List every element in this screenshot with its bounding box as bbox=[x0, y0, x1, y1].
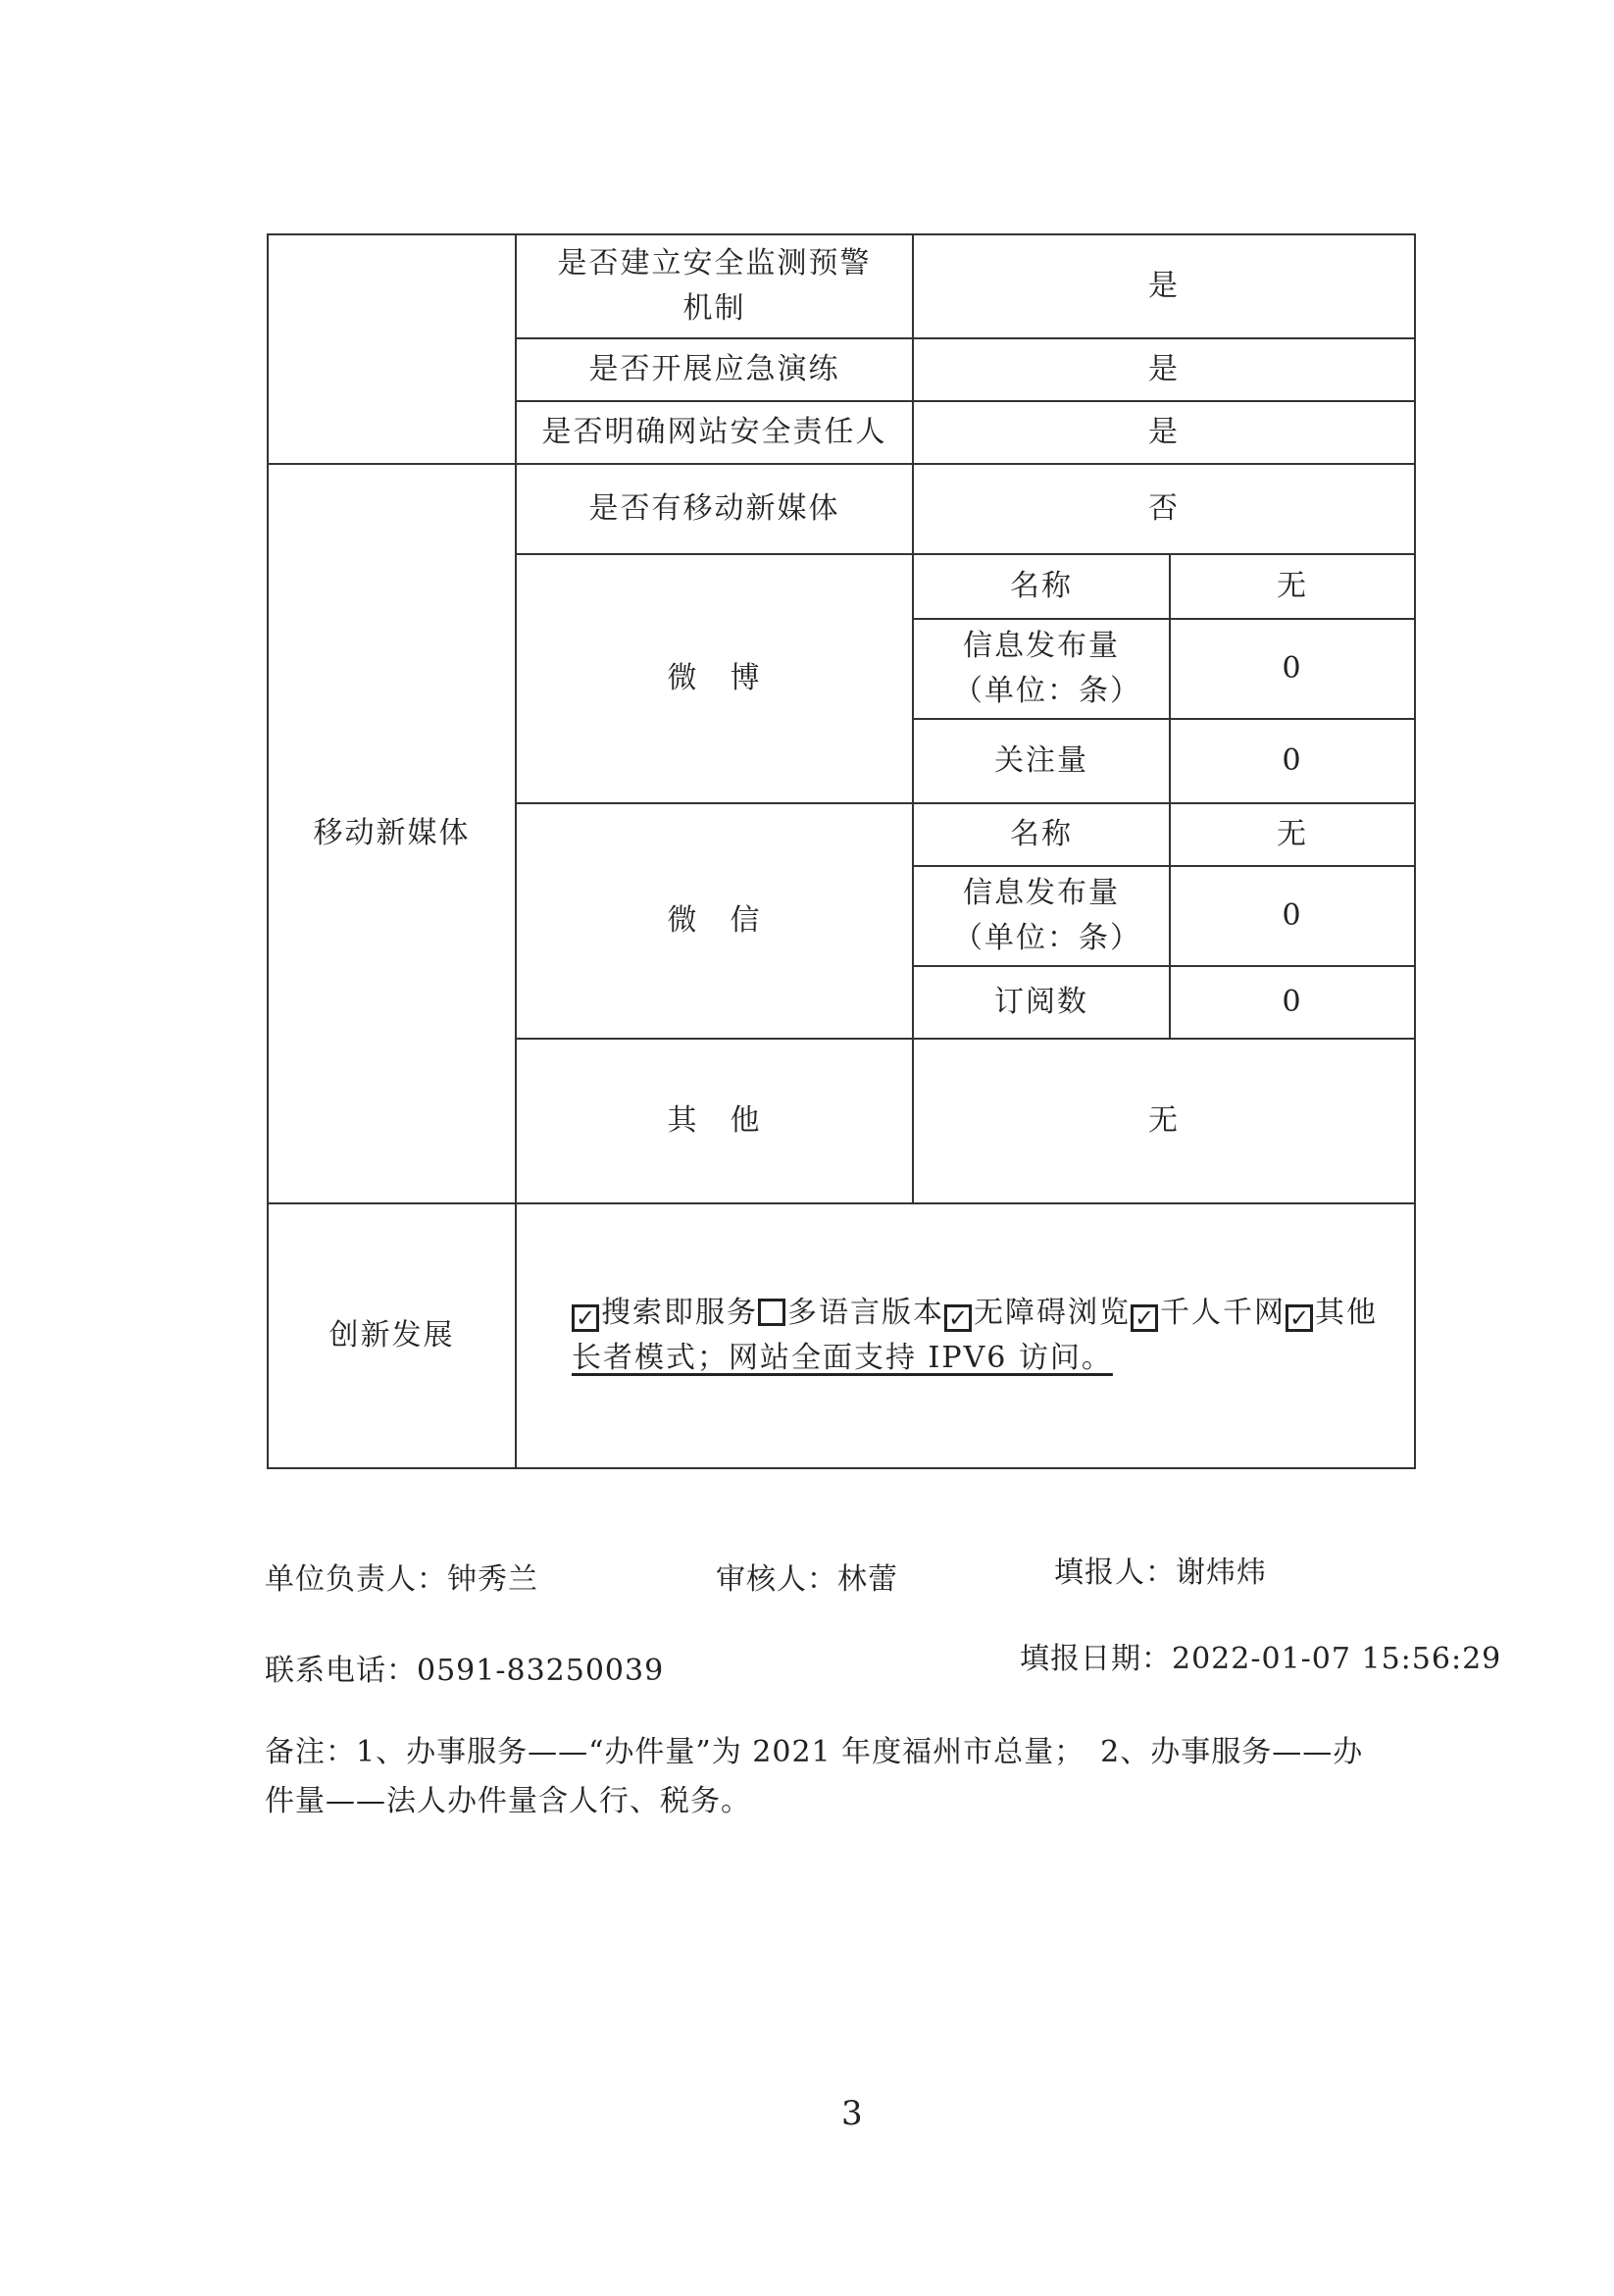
wechat-label: 微 信 bbox=[516, 803, 913, 1039]
weibo-name-label: 名称 bbox=[913, 554, 1170, 619]
page-number: 3 bbox=[841, 2094, 863, 2133]
wechat-posts-value: 0 bbox=[1170, 866, 1415, 966]
security-label: 是否明确网站安全责任人 bbox=[516, 401, 913, 464]
checkbox-checked-icon: ✓ bbox=[1131, 1304, 1158, 1332]
report-table bbox=[267, 233, 1416, 1469]
wechat-subscribers-label: 订阅数 bbox=[913, 966, 1170, 1039]
reviewer: 审核人：林蕾 bbox=[716, 1562, 898, 1597]
option-multilanguage[interactable]: 多语言版本 bbox=[758, 1296, 944, 1330]
checkbox-checked-icon: ✓ bbox=[944, 1304, 972, 1332]
other-media-value: 无 bbox=[913, 1039, 1415, 1203]
security-section-cell bbox=[268, 234, 516, 464]
fill-date: 填报日期：2022-01-07 15:56:29 bbox=[1020, 1642, 1502, 1676]
security-label: 是否建立安全监测预警机制 bbox=[516, 234, 913, 338]
weibo-label: 微 博 bbox=[516, 554, 913, 803]
weibo-posts-value: 0 bbox=[1170, 619, 1415, 719]
table-row bbox=[268, 234, 1415, 338]
innovation-section-label: 创新发展 bbox=[268, 1203, 516, 1468]
has-media-label: 是否有移动新媒体 bbox=[516, 464, 913, 554]
filler: 填报人：谢炜炜 bbox=[1054, 1556, 1267, 1590]
weibo-name-value: 无 bbox=[1170, 554, 1415, 619]
table-row bbox=[268, 1203, 1415, 1468]
contact-phone: 联系电话：0591-83250039 bbox=[265, 1654, 665, 1688]
innovation-other-text: 长者模式；网站全面支持 IPV6 访问。 bbox=[572, 1341, 1113, 1375]
weibo-posts-label: 信息发布量（单位：条） bbox=[913, 619, 1170, 719]
has-media-value: 否 bbox=[913, 464, 1415, 554]
remarks: 备注：1、办事服务——“办件量”为 2021 年度福州市总量； 2、办事服务——办件量——法人办件量含人行、税务。 bbox=[265, 1735, 1364, 1818]
security-value: 是 bbox=[913, 234, 1415, 338]
other-media-label: 其 他 bbox=[516, 1039, 913, 1203]
wechat-posts-label: 信息发布量（单位：条） bbox=[913, 866, 1170, 966]
wechat-name-value: 无 bbox=[1170, 803, 1415, 866]
option-accessibility[interactable]: ✓ 无障碍浏览 bbox=[944, 1296, 1131, 1330]
unit-head: 单位负责人：钟秀兰 bbox=[265, 1562, 538, 1597]
security-value: 是 bbox=[913, 338, 1415, 401]
wechat-name-label: 名称 bbox=[913, 803, 1170, 866]
security-label: 是否开展应急演练 bbox=[516, 338, 913, 401]
weibo-followers-value: 0 bbox=[1170, 719, 1415, 803]
mobile-section-label: 移动新媒体 bbox=[268, 464, 516, 1203]
option-personalized[interactable]: ✓ 千人千网 bbox=[1131, 1296, 1286, 1330]
option-other[interactable]: ✓ 其他 bbox=[1286, 1296, 1378, 1330]
checkbox-checked-icon: ✓ bbox=[572, 1304, 599, 1332]
innovation-options bbox=[516, 1203, 1415, 1468]
weibo-followers-label: 关注量 bbox=[913, 719, 1170, 803]
wechat-subscribers-value: 0 bbox=[1170, 966, 1415, 1039]
checkbox-empty-icon bbox=[758, 1299, 785, 1326]
option-search-service[interactable]: ✓ 搜索即服务 bbox=[572, 1296, 758, 1330]
table-row bbox=[268, 464, 1415, 554]
security-value: 是 bbox=[913, 401, 1415, 464]
checkbox-checked-icon: ✓ bbox=[1286, 1304, 1313, 1332]
